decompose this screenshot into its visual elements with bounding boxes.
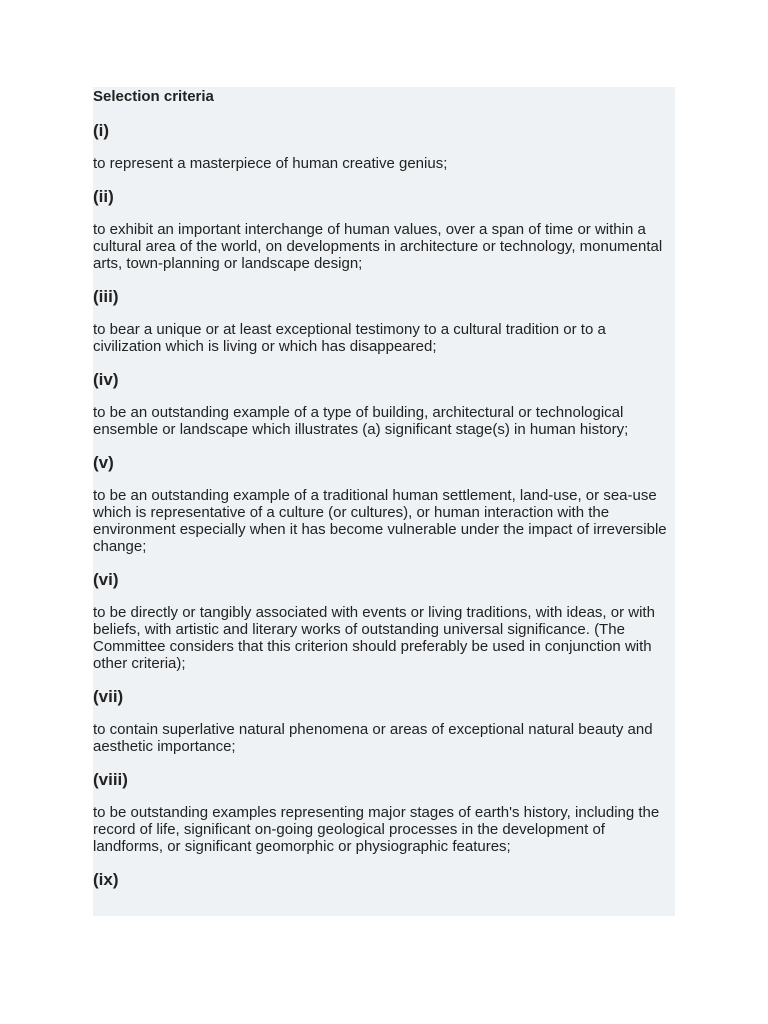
criterion-numeral: (v) xyxy=(93,453,114,472)
criterion-item xyxy=(93,870,675,890)
section-heading: Selection criteria xyxy=(93,88,214,105)
criterion-numeral: (iii) xyxy=(93,287,119,306)
criterion-item xyxy=(93,570,675,672)
criterion-item xyxy=(93,770,675,855)
criterion-numeral: (viii) xyxy=(93,770,128,789)
criterion-numeral: (ii) xyxy=(93,187,114,206)
criterion-text: to represent a masterpiece of human creative genius; xyxy=(93,155,448,172)
criterion-text: to be an outstanding example of a traditional human settlement, land-use, or sea-use which is representative of a culture (or cultures), or human interaction with the environment especially when it has become vulnerable under the impact of irreversible change; xyxy=(93,487,667,555)
criterion-text: to bear a unique or at least exceptional testimony to a cultural tradition or to a civilization which is living or which has disappeared; xyxy=(93,321,606,355)
criterion-item xyxy=(93,370,675,438)
criterion-item xyxy=(93,287,675,355)
criterion-item xyxy=(93,187,675,272)
criterion-numeral: (iv) xyxy=(93,370,119,389)
criterion-text: to contain superlative natural phenomena or areas of exceptional natural beauty and aesthetic importance; xyxy=(93,721,653,755)
criterion-text: to exhibit an important interchange of human values, over a span of time or within a cultural area of the world, on developments in architecture or technology, monumental arts, town-planning or landscape design; xyxy=(93,221,663,272)
criterion-numeral: (i) xyxy=(93,121,110,140)
criterion-item xyxy=(93,453,675,555)
criterion-item xyxy=(93,687,675,755)
criterion-item xyxy=(93,121,675,172)
criteria-panel xyxy=(93,87,675,916)
criterion-numeral: (ix) xyxy=(93,870,119,889)
criterion-numeral: (vii) xyxy=(93,687,124,706)
criterion-text: to be directly or tangibly associated with events or living traditions, with ideas, or with beliefs, with artistic and literary works of outstanding universal significance. (The Committee considers that this criterion should preferably be used in conjunction with other criteria); xyxy=(93,604,655,672)
criterion-text: to be outstanding examples representing major stages of earth's history, including the record of life, significant on-going geological processes in the development of landforms, or significant geomorphic or physiographic features; xyxy=(93,804,660,855)
criterion-numeral: (vi) xyxy=(93,570,119,589)
criterion-text: to be an outstanding example of a type of building, architectural or technological ensemble or landscape which illustrates (a) significant stage(s) in human history; xyxy=(93,404,629,438)
